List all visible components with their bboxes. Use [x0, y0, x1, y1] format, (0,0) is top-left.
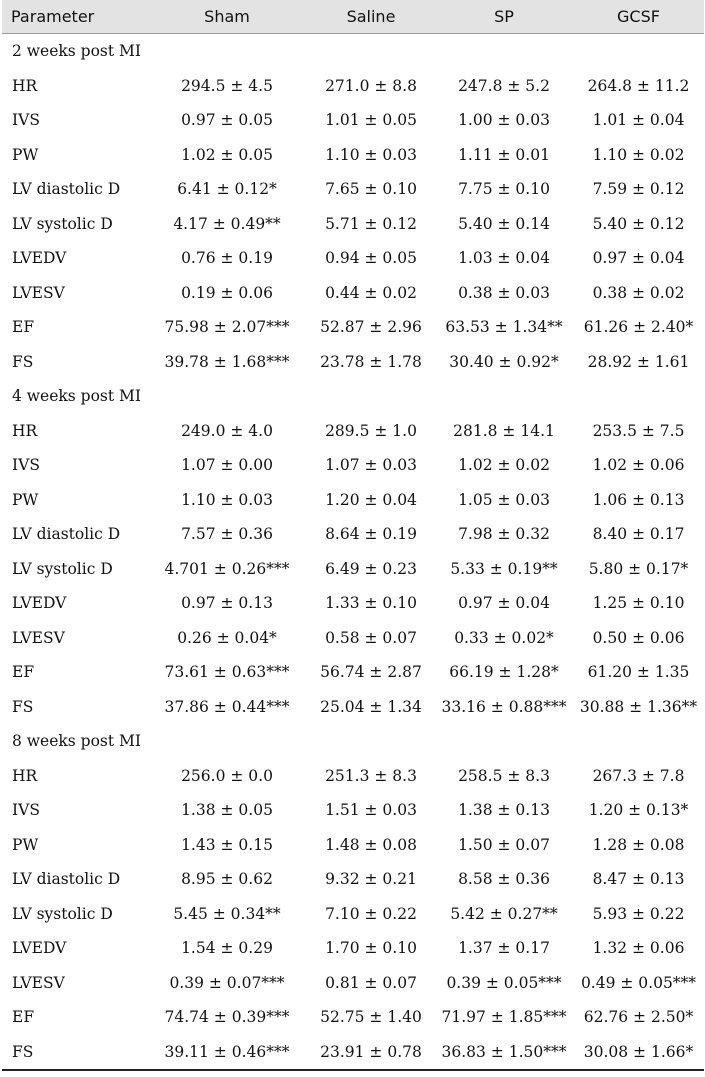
gcsf-cell: 5.80 ± 0.17* — [588, 559, 689, 578]
sham-cell: 1.54 ± 0.29 — [181, 939, 273, 958]
table-row — [2, 241, 704, 276]
gcsf-cell: 0.49 ± 0.05*** — [580, 973, 697, 992]
sp-cell: 1.11 ± 0.01 — [458, 145, 550, 164]
sham-cell: 7.57 ± 0.36 — [181, 525, 273, 544]
saline-cell: 1.20 ± 0.04 — [325, 490, 417, 509]
table-row — [2, 172, 704, 207]
sham-cell: 73.61 ± 0.63*** — [164, 663, 290, 682]
saline-cell: 1.10 ± 0.03 — [325, 145, 417, 164]
table-row — [2, 448, 704, 483]
saline-cell: 52.75 ± 1.40 — [320, 1008, 422, 1027]
sp-cell: 0.33 ± 0.02* — [454, 628, 554, 647]
parameter-cell: LVESV — [12, 283, 65, 302]
parameter-cell: HR — [12, 421, 38, 440]
sham-cell: 1.38 ± 0.05 — [181, 801, 273, 820]
parameter-cell: LVEDV — [12, 249, 67, 268]
sham-cell: 249.0 ± 4.0 — [181, 421, 273, 440]
table-row — [2, 828, 704, 863]
table-row — [2, 414, 704, 449]
sp-cell: 0.39 ± 0.05*** — [446, 973, 562, 992]
sp-cell: 1.05 ± 0.03 — [458, 490, 550, 509]
saline-cell: 56.74 ± 2.87 — [320, 663, 422, 682]
sham-cell: 39.78 ± 1.68*** — [164, 352, 290, 371]
sham-cell: 0.19 ± 0.06 — [181, 283, 273, 302]
saline-cell: 25.04 ± 1.34 — [320, 697, 422, 716]
parameter-cell: FS — [2, 1035, 147, 1071]
sham-cell: 294.5 ± 4.5 — [181, 76, 273, 95]
column-header-sham: Sham — [147, 0, 307, 34]
saline-cell: 1.48 ± 0.08 — [325, 835, 417, 854]
saline-cell: 6.49 ± 0.23 — [325, 559, 417, 578]
saline-cell: 0.81 ± 0.07 — [325, 973, 417, 992]
sp-cell: 1.38 ± 0.13 — [458, 801, 550, 820]
table-row — [2, 552, 704, 587]
saline-cell: 52.87 ± 2.96 — [320, 318, 422, 337]
parameter-cell: LVESV — [12, 973, 65, 992]
sham-cell: 1.10 ± 0.03 — [181, 490, 273, 509]
header-row — [2, 0, 704, 34]
parameter-cell: PW — [12, 490, 39, 509]
table-row — [2, 310, 704, 345]
table-row — [2, 897, 704, 932]
parameter-cell: EF — [12, 1008, 35, 1027]
saline-cell: 1.01 ± 0.05 — [325, 111, 417, 130]
parameter-cell: LVEDV — [12, 939, 67, 958]
sp-cell: 0.97 ± 0.04 — [458, 594, 550, 613]
table-row — [2, 138, 704, 173]
sp-cell: 1.03 ± 0.04 — [458, 249, 550, 268]
parameter-cell: HR — [12, 76, 38, 95]
section-row — [2, 724, 704, 759]
sham-cell: 0.97 ± 0.13 — [181, 594, 273, 613]
parameter-cell: LV systolic D — [12, 559, 113, 578]
table-header — [2, 0, 704, 34]
gcsf-cell: 264.8 ± 11.2 — [587, 76, 690, 95]
sp-cell: 1.02 ± 0.02 — [458, 456, 550, 475]
section-title: 4 weeks post MI — [12, 387, 142, 406]
table-row — [2, 931, 704, 966]
sp-cell: 8.58 ± 0.36 — [458, 870, 550, 889]
section-title: 8 weeks post MI — [12, 732, 142, 751]
table-row — [2, 690, 704, 725]
column-header-parameter: Parameter — [2, 0, 147, 34]
gcsf-cell: 8.40 ± 0.17 — [592, 525, 685, 544]
sp-cell: 36.83 ± 1.50*** — [435, 1035, 573, 1071]
table-row — [2, 1035, 704, 1071]
saline-cell: 1.33 ± 0.10 — [325, 594, 417, 613]
saline-cell: 23.78 ± 1.78 — [320, 352, 422, 371]
sham-cell: 0.76 ± 0.19 — [181, 249, 273, 268]
saline-cell: 9.32 ± 0.21 — [325, 870, 417, 889]
sp-cell: 1.00 ± 0.03 — [458, 111, 550, 130]
saline-cell: 0.44 ± 0.02 — [325, 283, 417, 302]
saline-cell: 289.5 ± 1.0 — [325, 421, 417, 440]
table-row — [2, 759, 704, 794]
gcsf-cell: 1.28 ± 0.08 — [592, 835, 685, 854]
parameter-cell: EF — [12, 318, 35, 337]
sp-cell: 7.75 ± 0.10 — [458, 180, 550, 199]
sp-cell: 33.16 ± 0.88*** — [441, 697, 567, 716]
gcsf-cell: 1.20 ± 0.13* — [588, 801, 689, 820]
gcsf-cell: 28.92 ± 1.61 — [587, 352, 690, 371]
table-row — [2, 862, 704, 897]
gcsf-cell: 0.38 ± 0.02 — [592, 283, 685, 302]
sham-cell: 4.17 ± 0.49** — [173, 214, 281, 233]
gcsf-cell: 1.01 ± 0.04 — [592, 111, 685, 130]
table-row — [2, 103, 704, 138]
section-title: 2 weeks post MI — [12, 42, 142, 61]
gcsf-cell: 1.10 ± 0.02 — [592, 145, 685, 164]
gcsf-cell: 61.26 ± 2.40* — [583, 318, 694, 337]
parameter-cell: IVS — [12, 801, 40, 820]
parameter-cell: PW — [12, 145, 39, 164]
gcsf-cell: 1.32 ± 0.06 — [592, 939, 685, 958]
sp-cell: 281.8 ± 14.1 — [453, 421, 555, 440]
saline-cell: 251.3 ± 8.3 — [325, 766, 417, 785]
table-row — [2, 69, 704, 104]
sp-cell: 30.40 ± 0.92* — [449, 352, 559, 371]
table-row — [2, 345, 704, 380]
gcsf-cell: 8.47 ± 0.13 — [592, 870, 685, 889]
sham-cell: 0.26 ± 0.04* — [177, 628, 277, 647]
table-row — [2, 483, 704, 518]
gcsf-cell: 5.40 ± 0.12 — [592, 214, 685, 233]
parameter-cell: EF — [12, 663, 35, 682]
saline-cell: 271.0 ± 8.8 — [325, 76, 417, 95]
saline-cell: 7.10 ± 0.22 — [325, 904, 417, 923]
parameter-cell: LVESV — [12, 628, 65, 647]
echocardiography-table — [2, 0, 704, 1071]
section-row — [2, 34, 704, 69]
parameter-cell: PW — [12, 835, 39, 854]
sham-cell: 4.701 ± 0.26*** — [164, 559, 290, 578]
saline-cell: 0.94 ± 0.05 — [325, 249, 417, 268]
sp-cell: 247.8 ± 5.2 — [458, 76, 550, 95]
sham-cell: 8.95 ± 0.62 — [181, 870, 273, 889]
saline-cell: 1.51 ± 0.03 — [325, 801, 417, 820]
sp-cell: 66.19 ± 1.28* — [449, 663, 559, 682]
table-row — [2, 1000, 704, 1035]
table-row — [2, 517, 704, 552]
section-row — [2, 379, 704, 414]
parameter-cell: FS — [12, 352, 34, 371]
gcsf-cell: 267.3 ± 7.8 — [592, 766, 685, 785]
gcsf-cell: 30.08 ± 1.66* — [573, 1035, 704, 1071]
sp-cell: 5.40 ± 0.14 — [458, 214, 550, 233]
gcsf-cell: 5.93 ± 0.22 — [592, 904, 685, 923]
parameter-cell: IVS — [12, 456, 40, 475]
parameter-cell: LV systolic D — [12, 904, 113, 923]
sp-cell: 5.42 ± 0.27** — [450, 904, 558, 923]
gcsf-cell: 7.59 ± 0.12 — [592, 180, 685, 199]
sp-cell: 63.53 ± 1.34** — [445, 318, 563, 337]
column-header-gcsf: GCSF — [573, 0, 704, 34]
sham-cell: 0.97 ± 0.05 — [181, 111, 273, 130]
saline-cell: 23.91 ± 0.78 — [307, 1035, 435, 1071]
column-header-saline: Saline — [307, 0, 435, 34]
sham-cell: 1.43 ± 0.15 — [181, 835, 273, 854]
table-row — [2, 966, 704, 1001]
sham-cell: 75.98 ± 2.07*** — [164, 318, 290, 337]
gcsf-cell: 0.50 ± 0.06 — [592, 628, 685, 647]
sp-cell: 1.50 ± 0.07 — [458, 835, 550, 854]
sham-cell: 5.45 ± 0.34** — [173, 904, 281, 923]
sham-cell: 1.02 ± 0.05 — [181, 145, 273, 164]
table-body — [2, 34, 704, 1071]
sham-cell: 6.41 ± 0.12* — [177, 180, 277, 199]
sham-cell: 0.39 ± 0.07*** — [169, 973, 285, 992]
sham-cell: 37.86 ± 0.44*** — [164, 697, 290, 716]
sham-cell: 39.11 ± 0.46*** — [147, 1035, 307, 1071]
sham-cell: 256.0 ± 0.0 — [181, 766, 273, 785]
gcsf-cell: 1.06 ± 0.13 — [592, 490, 685, 509]
gcsf-cell: 0.97 ± 0.04 — [592, 249, 685, 268]
table-row — [2, 621, 704, 656]
saline-cell: 1.07 ± 0.03 — [325, 456, 417, 475]
gcsf-cell: 253.5 ± 7.5 — [592, 421, 685, 440]
saline-cell: 0.58 ± 0.07 — [325, 628, 417, 647]
table-row — [2, 586, 704, 621]
saline-cell: 8.64 ± 0.19 — [325, 525, 417, 544]
parameter-cell: IVS — [12, 111, 40, 130]
saline-cell: 7.65 ± 0.10 — [325, 180, 417, 199]
gcsf-cell: 1.25 ± 0.10 — [592, 594, 685, 613]
parameter-cell: FS — [12, 697, 34, 716]
table-row — [2, 655, 704, 690]
sp-cell: 258.5 ± 8.3 — [458, 766, 550, 785]
parameter-cell: LV diastolic D — [12, 180, 121, 199]
sp-cell: 5.33 ± 0.19** — [450, 559, 558, 578]
saline-cell: 1.70 ± 0.10 — [325, 939, 417, 958]
sp-cell: 71.97 ± 1.85*** — [441, 1008, 567, 1027]
gcsf-cell: 30.88 ± 1.36** — [579, 697, 698, 716]
gcsf-cell: 62.76 ± 2.50* — [583, 1008, 694, 1027]
sham-cell: 1.07 ± 0.00 — [181, 456, 273, 475]
saline-cell: 5.71 ± 0.12 — [325, 214, 417, 233]
column-header-sp: SP — [435, 0, 573, 34]
sp-cell: 0.38 ± 0.03 — [458, 283, 550, 302]
gcsf-cell: 61.20 ± 1.35 — [587, 663, 690, 682]
sham-cell: 74.74 ± 0.39*** — [164, 1008, 290, 1027]
table-row — [2, 207, 704, 242]
gcsf-cell: 1.02 ± 0.06 — [592, 456, 685, 475]
table-row — [2, 276, 704, 311]
parameter-cell: LV systolic D — [12, 214, 113, 233]
parameter-cell: LV diastolic D — [12, 870, 121, 889]
parameter-cell: LV diastolic D — [12, 525, 121, 544]
parameter-cell: LVEDV — [12, 594, 67, 613]
parameter-cell: HR — [12, 766, 38, 785]
sp-cell: 1.37 ± 0.17 — [458, 939, 550, 958]
table-row — [2, 793, 704, 828]
sp-cell: 7.98 ± 0.32 — [458, 525, 550, 544]
